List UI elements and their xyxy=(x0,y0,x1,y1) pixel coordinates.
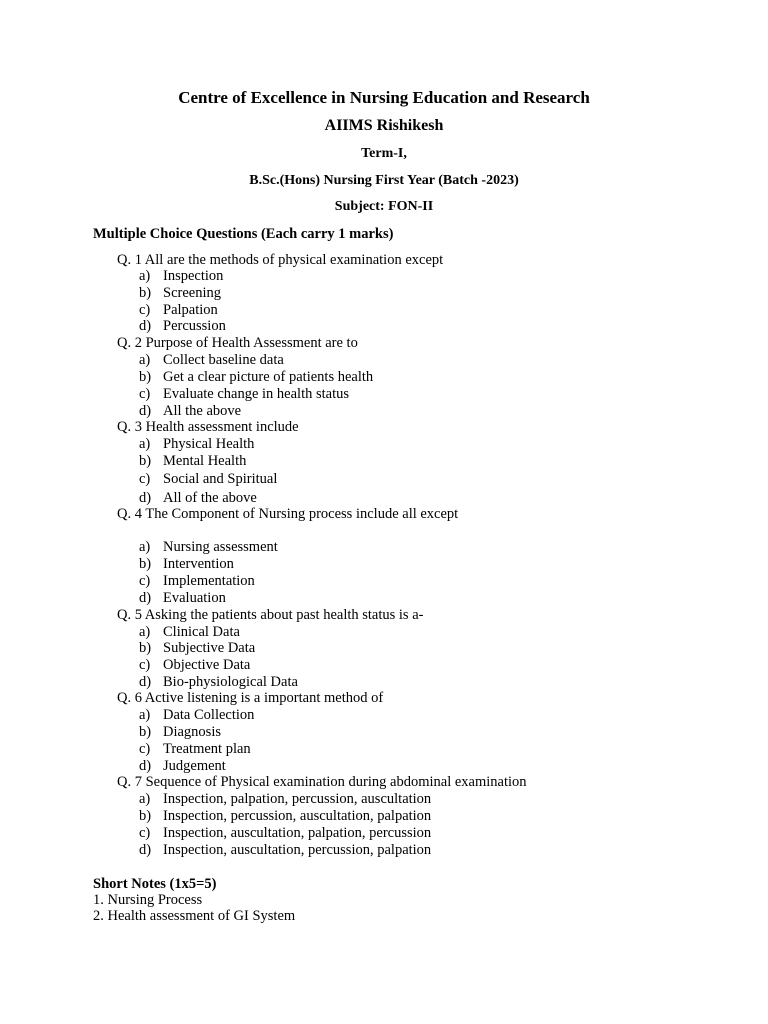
short-note-item: 2. Health assessment of GI System xyxy=(93,908,296,924)
option: d) All the above xyxy=(139,403,242,419)
campus-title: AIIMS Rishikesh xyxy=(324,117,444,134)
question-1: Q. 1 All are the methods of physical examination except xyxy=(117,252,444,268)
option: c) Palpation xyxy=(139,302,218,318)
option: c) Evaluate change in health status xyxy=(139,386,350,402)
course-label: B.Sc.(Hons) Nursing First Year (Batch -2023) xyxy=(249,173,519,188)
option: b) Mental Health xyxy=(139,453,247,469)
question-7: Q. 7 Sequence of Physical examination during abdominal examination xyxy=(117,774,527,790)
option: d) Inspection, auscultation, percussion, palpation xyxy=(139,842,432,858)
option: d) Judgement xyxy=(139,758,226,774)
option: a) Inspection, palpation, percussion, auscultation xyxy=(139,791,432,807)
option: d) Evaluation xyxy=(139,590,226,606)
option: b) Get a clear picture of patients health xyxy=(139,369,374,385)
option: a) Physical Health xyxy=(139,436,255,452)
option: a) Clinical Data xyxy=(139,624,240,640)
question-6: Q. 6 Active listening is a important method of xyxy=(117,690,384,706)
question-3: Q. 3 Health assessment include xyxy=(117,419,299,435)
option: c) Social and Spiritual xyxy=(139,471,278,487)
option: c) Objective Data xyxy=(139,657,251,673)
option: b) Diagnosis xyxy=(139,724,221,740)
option: b) Screening xyxy=(139,285,221,301)
option: b) Inspection, percussion, auscultation, palpation xyxy=(139,808,432,824)
short-note-item: 1. Nursing Process xyxy=(93,892,203,908)
option: a) Collect baseline data xyxy=(139,352,284,368)
option: c) Inspection, auscultation, palpation, percussion xyxy=(139,825,432,841)
institute-title: Centre of Excellence in Nursing Education and Research xyxy=(178,88,590,107)
mcq-section-title: Multiple Choice Questions (Each carry 1 marks) xyxy=(93,226,394,242)
option: d) Bio-physiological Data xyxy=(139,674,298,690)
option: d) Percussion xyxy=(139,318,226,334)
term-label: Term-I, xyxy=(361,146,407,161)
option: a) Inspection xyxy=(139,268,224,284)
option: d) All of the above xyxy=(139,490,257,506)
option: b) Subjective Data xyxy=(139,640,256,656)
question-4: Q. 4 The Component of Nursing process include all except xyxy=(117,506,459,522)
option: a) Data Collection xyxy=(139,707,255,723)
option: c) Implementation xyxy=(139,573,255,589)
option: b) Intervention xyxy=(139,556,234,572)
question-2: Q. 2 Purpose of Health Assessment are to xyxy=(117,335,358,351)
option: c) Treatment plan xyxy=(139,741,251,757)
subject-label: Subject: FON-II xyxy=(334,199,434,214)
short-notes-title: Short Notes (1x5=5) xyxy=(93,876,217,892)
option: a) Nursing assessment xyxy=(139,539,278,555)
question-5: Q. 5 Asking the patients about past health status is a- xyxy=(117,607,424,623)
